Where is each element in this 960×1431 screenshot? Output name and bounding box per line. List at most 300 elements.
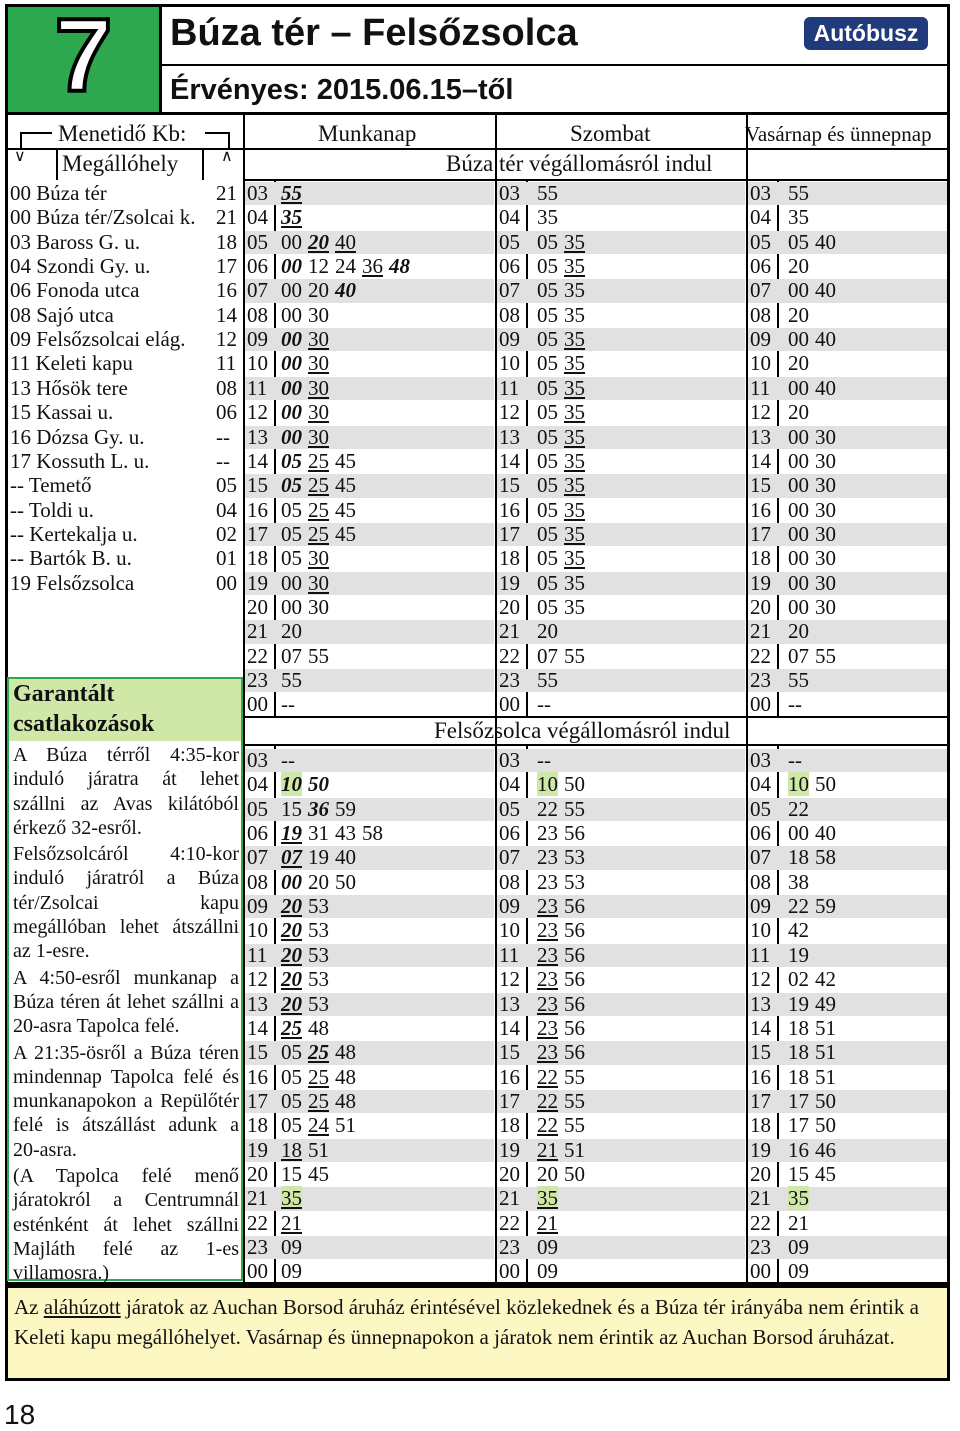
departure-minute: 05 [537, 229, 558, 254]
arrow-down-icon: ∨ [14, 148, 26, 165]
departure-minute: 51 [815, 1040, 836, 1065]
departure-minute: 35 [564, 546, 585, 571]
departure-minute: 00 [281, 327, 302, 352]
departure-minute: 55 [564, 1064, 585, 1089]
hour-label: 14 [247, 1015, 268, 1040]
departure-minute: 49 [815, 991, 836, 1016]
departure-minutes [281, 522, 362, 546]
departure-minutes [537, 376, 591, 400]
hour-label: 10 [247, 918, 268, 943]
departure-minutes [537, 351, 591, 375]
departure-minute: 31 [308, 821, 329, 846]
departure-minute: 23 [537, 1040, 558, 1065]
departure-minute: 30 [308, 375, 329, 400]
departure-minutes [281, 967, 335, 991]
departure-minute: 05 [281, 473, 302, 498]
departure-minute: 20 [537, 619, 558, 644]
departure-minute: 24 [335, 254, 356, 279]
stop-return-time: 11 [216, 351, 237, 376]
stop-return-time: 01 [216, 546, 237, 571]
hour-label: 12 [499, 400, 520, 425]
departure-minutes [281, 894, 335, 918]
row-shade [497, 846, 745, 869]
departure-minute: 23 [537, 821, 558, 846]
row-shade [497, 669, 745, 692]
hour-label: 13 [499, 424, 520, 449]
departure-minute: 05 [281, 546, 302, 571]
departure-minute: 35 [564, 521, 585, 546]
departure-minute: 05 [281, 448, 302, 473]
departure-minute: 30 [308, 546, 329, 571]
departure-minute: 20 [281, 918, 302, 943]
departure-minute: 22 [537, 1113, 558, 1138]
departure-minute: 56 [564, 821, 585, 846]
departure-minutes [788, 303, 815, 327]
departure-minute: 20 [308, 869, 329, 894]
departure-minute: 20 [308, 278, 329, 303]
row-shade [748, 182, 947, 205]
stop-row: 09 Felsőzsolcai elág. [10, 327, 186, 352]
stop-return-time: 06 [216, 400, 237, 425]
departure-minute: -- [537, 748, 551, 772]
stop-return-time: 14 [216, 302, 237, 327]
departure-minute: 30 [815, 473, 836, 498]
vehicle-type-badge: Autóbusz [804, 17, 928, 50]
departure-minutes [537, 278, 591, 302]
departure-minute: 59 [815, 894, 836, 919]
departure-minute: 00 [281, 400, 302, 425]
departure-minute: 30 [308, 400, 329, 425]
departure-minutes [537, 498, 591, 522]
departure-minute: 35 [564, 229, 585, 254]
departure-minutes [788, 967, 842, 991]
departure-minutes [537, 1089, 591, 1113]
row-shade [497, 474, 745, 497]
hour-label: 06 [499, 821, 520, 846]
departure-minute: 30 [815, 546, 836, 571]
departure-minute: 35 [564, 254, 585, 279]
row-shade [748, 426, 947, 449]
departure-minute: 56 [564, 942, 585, 967]
departure-minutes [281, 668, 308, 692]
departure-minutes [537, 449, 591, 473]
departure-minute: 55 [281, 668, 302, 692]
departure-minutes [537, 772, 591, 796]
departure-minutes [788, 1089, 842, 1113]
departure-minute: 35 [537, 205, 558, 230]
departure-minutes [537, 303, 591, 327]
hour-label: 09 [750, 327, 771, 352]
departure-minute: 30 [308, 327, 329, 352]
hour-label: 10 [750, 918, 771, 943]
hour-label: 10 [750, 351, 771, 376]
departure-minute: 20 [788, 619, 809, 644]
note-5: (A Tapolca felé menő járatokról a Centrumnál esténként át lehet szállni Majláth felé az 1-es villamosra.) [13, 1165, 239, 1285]
departure-minute: 22 [537, 1064, 558, 1089]
hour-label: 11 [499, 942, 520, 967]
departure-minute: 56 [564, 894, 585, 919]
departure-minute: 05 [537, 351, 558, 376]
departure-minutes [788, 748, 808, 772]
departure-minutes [281, 546, 335, 570]
departure-minute: 35 [564, 400, 585, 425]
hour-label: 15 [750, 1040, 771, 1065]
departure-minute: 15 [281, 1161, 302, 1186]
stop-row: -- Toldi u. [10, 497, 94, 522]
row-shade [748, 572, 947, 595]
departure-minute: 00 [788, 570, 809, 595]
departure-minute: 35 [564, 351, 585, 376]
hour-label: 09 [499, 894, 520, 919]
departure-minute: 00 [788, 821, 809, 846]
departure-minutes [537, 400, 591, 424]
hour-label: 20 [247, 1161, 268, 1186]
departure-minute: 07 [281, 845, 302, 870]
departure-minute: 00 [281, 229, 302, 254]
hour-label: 17 [499, 1088, 520, 1113]
hour-label: 20 [750, 594, 771, 619]
departure-minute: 12 [308, 254, 329, 279]
departure-minute: 50 [815, 772, 836, 797]
departure-minute: 55 [281, 181, 302, 205]
hour-label: 19 [499, 570, 520, 595]
hour-label: 20 [750, 1161, 771, 1186]
departure-minute: -- [788, 748, 802, 772]
departure-minute: 48 [335, 1064, 356, 1089]
departure-minute: 40 [815, 327, 836, 352]
row-shade [748, 377, 947, 400]
row-shade [748, 620, 947, 643]
departure-minute: 00 [788, 546, 809, 571]
stop-row: 17 Kossuth L. u. [10, 448, 150, 473]
departure-minutes [281, 278, 362, 302]
hour-label: 13 [750, 424, 771, 449]
departure-minute: 53 [308, 967, 329, 992]
departure-minute: 23 [537, 894, 558, 919]
hour-label: 20 [247, 594, 268, 619]
hour-label: 18 [247, 1113, 268, 1138]
hour-label: 05 [750, 796, 771, 821]
hour-label: 06 [247, 821, 268, 846]
stop-return-time: 12 [216, 327, 237, 352]
stop-row: -- Temető [10, 473, 92, 498]
route-title: Búza tér – Felsőzsolca [170, 12, 578, 54]
departure-minutes [537, 918, 591, 942]
hour-label: 11 [247, 942, 268, 967]
departure-minutes [788, 619, 815, 643]
departure-minute: 23 [537, 845, 558, 870]
departure-minutes [537, 619, 564, 643]
stop-return-time: 18 [216, 229, 237, 254]
departure-minute: 35 [788, 1186, 809, 1211]
stop-row: 04 Szondi Gy. u. [10, 254, 151, 279]
hour-label: 19 [750, 1137, 771, 1162]
departure-minutes [788, 797, 815, 821]
departure-minute: 05 [537, 594, 558, 619]
hour-label: 11 [750, 375, 771, 400]
departure-minutes [537, 595, 591, 619]
row-shade [497, 523, 745, 546]
hour-label: 06 [750, 254, 771, 279]
departure-minute: 25 [308, 1040, 329, 1065]
departure-minute: 10 [788, 772, 809, 797]
note-1: A Búza térről 4:35-kor induló járatra át lehet szállni az Avas kilátóból érkező 32-esről. [13, 744, 239, 839]
departure-minute: 05 [281, 1113, 302, 1138]
departure-minutes [788, 254, 815, 278]
arrow-up-icon: ∧ [221, 148, 233, 165]
departure-minute: 40 [335, 278, 356, 303]
departure-minute: 05 [281, 1040, 302, 1065]
departure-minutes [788, 918, 815, 942]
departure-minute: 25 [308, 497, 329, 522]
departure-minutes [788, 571, 842, 595]
hour-label: 07 [750, 845, 771, 870]
departure-minute: 40 [815, 821, 836, 846]
stop-row: 00 Búza tér/Zsolcai k. [10, 205, 196, 230]
hour-label: 22 [750, 1210, 771, 1235]
departure-minute: 55 [308, 643, 329, 668]
departure-minutes [788, 522, 842, 546]
section1-header: Búza tér végállomásról indul [446, 151, 713, 176]
hour-label: 03 [247, 748, 268, 772]
departure-minute: 22 [537, 796, 558, 821]
departure-minute: 22 [788, 796, 809, 821]
row-shade [497, 279, 745, 302]
departure-minutes [788, 278, 842, 302]
hour-label: 03 [499, 748, 520, 772]
departure-minutes [281, 571, 335, 595]
departure-minutes [537, 205, 564, 229]
departure-minutes [281, 845, 362, 869]
departure-minute: 19 [308, 845, 329, 870]
departure-minutes [281, 303, 335, 327]
stop-return-time: 05 [216, 473, 237, 498]
departure-minute: -- [281, 748, 295, 772]
departure-minute: 05 [537, 302, 558, 327]
departure-minute: 51 [815, 1064, 836, 1089]
departure-minutes [537, 992, 591, 1016]
row-shade [748, 328, 947, 351]
departure-minute: 30 [815, 521, 836, 546]
departure-minute: 48 [308, 1015, 329, 1040]
departure-minutes [281, 351, 335, 375]
hour-label: 16 [750, 1064, 771, 1089]
departure-minutes [281, 1040, 362, 1064]
departure-minute: 10 [281, 772, 302, 797]
hour-label: 09 [247, 327, 268, 352]
departure-minutes [281, 619, 308, 643]
departure-minute: 50 [815, 1088, 836, 1113]
departure-minute: -- [537, 692, 551, 717]
departure-minute: 56 [564, 1015, 585, 1040]
hour-label: 04 [247, 205, 268, 230]
row-shade [497, 944, 745, 967]
hour-label: 07 [247, 845, 268, 870]
departure-minute: 20 [281, 967, 302, 992]
weekday-header: Munkanap [318, 121, 417, 146]
departure-minute: 35 [564, 278, 585, 303]
departure-minutes [788, 1235, 815, 1259]
departure-minute: 35 [281, 205, 302, 230]
departure-minute: 22 [537, 1088, 558, 1113]
travel-time-header: Menetidő Kb: [58, 121, 187, 146]
departure-minute: 20 [788, 254, 809, 279]
departure-minute: 05 [537, 254, 558, 279]
departure-minutes [788, 351, 815, 375]
departure-minutes [788, 546, 842, 570]
departure-minutes [537, 797, 591, 821]
departure-minute: 00 [281, 375, 302, 400]
departure-minute: 43 [335, 821, 356, 846]
departure-minute: 25 [281, 1015, 302, 1040]
departure-minute: 53 [564, 845, 585, 870]
footer-underlined: aláhúzott [43, 1295, 121, 1319]
departure-minutes [537, 425, 591, 449]
departure-minute: 05 [281, 497, 302, 522]
departure-minute: 30 [308, 594, 329, 619]
departure-minutes [537, 943, 591, 967]
departure-minute: 58 [815, 845, 836, 870]
departure-minute: 24 [308, 1113, 329, 1138]
departure-minutes [281, 595, 335, 619]
departure-minute: 09 [281, 1235, 302, 1259]
departure-minutes [281, 1138, 335, 1162]
departure-minutes [537, 1162, 591, 1186]
departure-minute: 05 [537, 424, 558, 449]
departure-minutes [537, 230, 591, 254]
stop-return-time: 17 [216, 254, 237, 279]
departure-minute: 05 [537, 473, 558, 498]
departure-minute: 09 [537, 1235, 558, 1259]
departure-minute: 25 [308, 448, 329, 473]
hour-label: 18 [750, 1113, 771, 1138]
hour-label: 23 [247, 1235, 268, 1259]
hour-label: 03 [499, 181, 520, 205]
departure-minutes [281, 992, 335, 1016]
departure-minutes [788, 1211, 815, 1235]
valid-from: Érvényes: 2015.06.15–től [170, 74, 514, 106]
departure-minutes [281, 1259, 308, 1283]
hour-label: 16 [750, 497, 771, 522]
hour-label: 08 [750, 869, 771, 894]
departure-minute: 35 [564, 448, 585, 473]
hour-label: 08 [750, 302, 771, 327]
departure-minute: 35 [788, 205, 809, 230]
departure-minutes [281, 1016, 335, 1040]
hour-label: 17 [247, 1088, 268, 1113]
departure-minute: 05 [537, 497, 558, 522]
departure-minutes [537, 473, 591, 497]
departure-minutes [788, 845, 842, 869]
departure-minutes [281, 1162, 335, 1186]
departure-minutes [788, 644, 842, 668]
departure-minute: 35 [564, 497, 585, 522]
departure-minute: 19 [788, 991, 809, 1016]
departure-minute: 15 [788, 1161, 809, 1186]
row-shade [748, 231, 947, 254]
departure-minute: 20 [281, 942, 302, 967]
departure-minute: 23 [537, 918, 558, 943]
hour-label: 16 [499, 1064, 520, 1089]
departure-minute: 38 [788, 869, 809, 894]
departure-minute: 45 [815, 1161, 836, 1186]
hour-label: 08 [247, 869, 268, 894]
departure-minutes [788, 1016, 842, 1040]
departure-minute: 55 [537, 668, 558, 692]
row-shade [497, 1090, 745, 1113]
departure-minutes [281, 449, 362, 473]
departure-minute: 00 [788, 327, 809, 352]
departure-minutes [281, 205, 308, 229]
stop-return-time: 16 [216, 278, 237, 303]
departure-minute: 35 [564, 375, 585, 400]
row-shade [748, 846, 947, 869]
row-shade [748, 1236, 947, 1259]
stop-row: 08 Sajó utca [10, 302, 114, 327]
hour-label: 04 [750, 772, 771, 797]
departure-minute: 30 [815, 570, 836, 595]
departure-minute: 53 [308, 991, 329, 1016]
departure-minutes [281, 943, 335, 967]
departure-minute: -- [281, 692, 295, 717]
departure-minutes [281, 498, 362, 522]
row-shade [497, 749, 745, 772]
departure-minutes [537, 571, 591, 595]
row-shade [748, 523, 947, 546]
hour-label: 09 [750, 894, 771, 919]
departure-minute: 55 [815, 643, 836, 668]
departure-minute: 55 [564, 1088, 585, 1113]
hour-label: 05 [499, 796, 520, 821]
departure-minutes [788, 400, 815, 424]
departure-minute: 05 [281, 1088, 302, 1113]
departure-minutes [788, 1040, 842, 1064]
hour-label: 14 [750, 448, 771, 473]
departure-minute: 50 [564, 772, 585, 797]
departure-minutes [537, 327, 591, 351]
departure-minute: 35 [564, 327, 585, 352]
hour-label: 15 [750, 473, 771, 498]
departure-minutes [281, 1065, 362, 1089]
row-shade [748, 1139, 947, 1162]
hour-label: 15 [247, 1040, 268, 1065]
departure-minute: 40 [815, 278, 836, 303]
stop-return-time: 02 [216, 521, 237, 546]
departure-minute: 07 [281, 643, 302, 668]
departure-minutes [788, 1259, 815, 1283]
departure-minute: 35 [564, 302, 585, 327]
hour-label: 20 [499, 594, 520, 619]
departure-minute: 09 [788, 1259, 809, 1284]
arrow-line-right [205, 132, 230, 134]
departure-minute: 05 [537, 448, 558, 473]
hour-label: 00 [247, 692, 268, 717]
hour-label: 22 [499, 1210, 520, 1235]
departure-minutes [281, 748, 301, 772]
hour-label: 05 [247, 229, 268, 254]
departure-minute: 00 [281, 424, 302, 449]
stop-header: Megállóhely [62, 151, 179, 176]
hour-label: 19 [499, 1137, 520, 1162]
hour-label: 16 [247, 1064, 268, 1089]
departure-minutes [537, 1113, 591, 1137]
departure-minute: 35 [281, 1186, 302, 1211]
departure-minute: 40 [815, 375, 836, 400]
departure-minute: 17 [788, 1113, 809, 1138]
row-shade [748, 749, 947, 772]
hour-label: 08 [499, 869, 520, 894]
stop-return-time: 00 [216, 570, 237, 595]
